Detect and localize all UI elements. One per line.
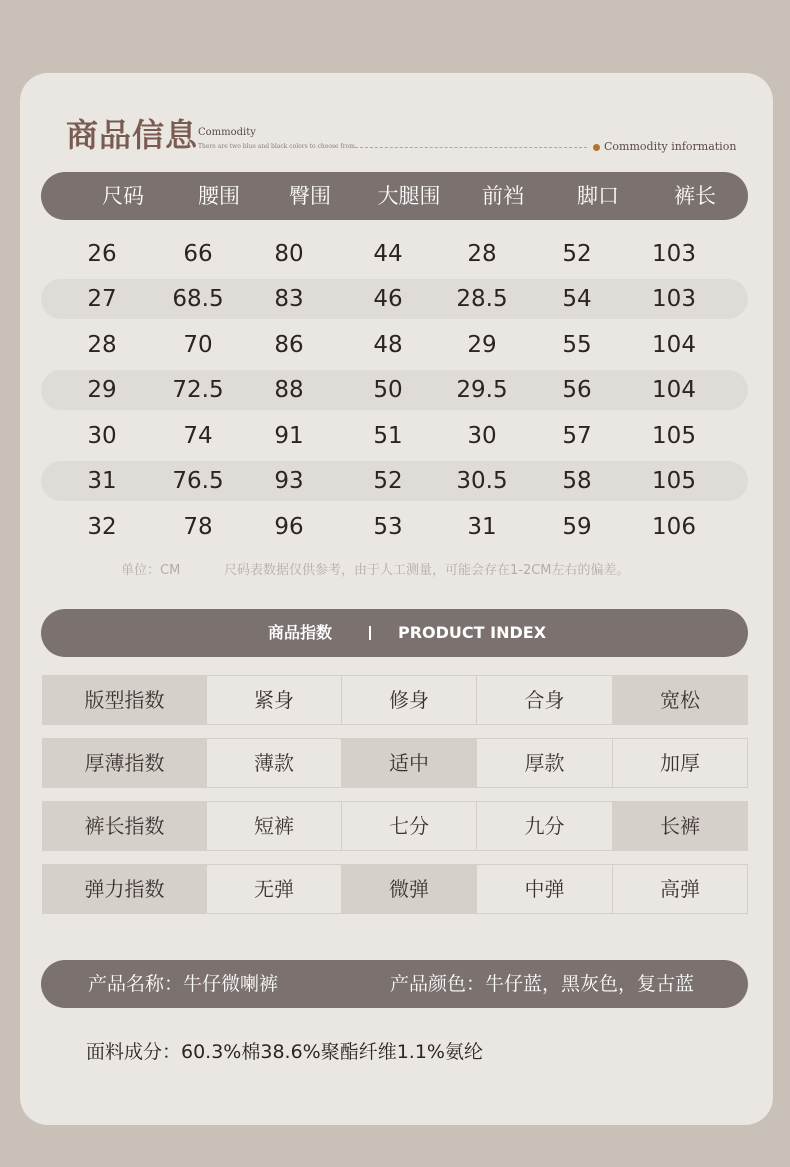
table-cell: 28 — [467, 241, 497, 267]
header-separator — [369, 626, 371, 640]
table-cell: 93 — [274, 468, 304, 494]
column-header: 尺码 — [102, 184, 144, 208]
index-option: 合身 — [476, 675, 613, 725]
table-cell: 31 — [467, 514, 497, 540]
table-cell: 80 — [274, 241, 304, 267]
table-cell: 83 — [274, 286, 304, 312]
table-cell: 66 — [183, 241, 213, 267]
table-cell: 29.5 — [456, 377, 508, 403]
table-cell: 105 — [652, 423, 696, 449]
table-cell: 103 — [652, 286, 696, 312]
table-cell: 44 — [373, 241, 403, 267]
column-header: 大腿围 — [377, 184, 441, 208]
index-option: 修身 — [341, 675, 477, 725]
index-option: 无弹 — [206, 864, 342, 914]
table-cell: 54 — [562, 286, 592, 312]
size-table-header — [41, 172, 748, 220]
table-cell: 58 — [562, 468, 592, 494]
table-cell: 46 — [373, 286, 403, 312]
table-cell: 31 — [87, 468, 117, 494]
index-option: 短裤 — [206, 801, 342, 851]
index-option-selected: 微弹 — [341, 864, 477, 914]
table-cell: 53 — [373, 514, 403, 540]
index-title-en: PRODUCT INDEX — [398, 623, 547, 642]
table-cell: 48 — [373, 332, 403, 358]
index-header — [41, 609, 748, 657]
table-cell: 104 — [652, 377, 696, 403]
table-cell: 29 — [467, 332, 497, 358]
table-cell: 68.5 — [172, 286, 224, 312]
table-cell: 26 — [87, 241, 117, 267]
index-row-fit — [42, 675, 748, 725]
table-cell: 105 — [652, 468, 696, 494]
table-cell: 52 — [373, 468, 403, 494]
index-option: 薄款 — [206, 738, 342, 788]
index-label: 弹力指数 — [42, 864, 207, 914]
product-info-bar — [41, 960, 748, 1008]
table-cell: 91 — [274, 423, 304, 449]
unit-note: 单位：CM — [121, 563, 181, 578]
product-name: 产品名称：牛仔微喇裤 — [88, 973, 279, 995]
table-cell: 28.5 — [456, 286, 508, 312]
index-row-stretch — [42, 864, 748, 914]
column-header: 前裆 — [482, 184, 524, 208]
section-title: 商品信息 — [66, 116, 199, 154]
fabric-composition: 面料成分：60.3%棉38.6%聚酯纤维1.1%氨纶 — [86, 1041, 483, 1063]
table-cell: 106 — [652, 514, 696, 540]
info-card — [20, 73, 773, 1125]
table-cell: 51 — [373, 423, 403, 449]
table-cell: 27 — [87, 286, 117, 312]
index-option: 紧身 — [206, 675, 342, 725]
table-cell: 70 — [183, 332, 213, 358]
table-cell: 52 — [562, 241, 592, 267]
index-option: 九分 — [476, 801, 613, 851]
table-cell: 78 — [183, 514, 213, 540]
table-cell: 88 — [274, 377, 304, 403]
index-option-selected: 宽松 — [612, 675, 748, 725]
table-cell: 56 — [562, 377, 592, 403]
table-cell: 72.5 — [172, 377, 224, 403]
table-cell: 30 — [87, 423, 117, 449]
column-header: 腰围 — [198, 184, 240, 208]
table-cell: 57 — [562, 423, 592, 449]
index-option: 中弹 — [476, 864, 613, 914]
table-cell: 32 — [87, 514, 117, 540]
index-option-selected: 适中 — [341, 738, 477, 788]
index-title-cn: 商品指数 — [268, 623, 333, 642]
table-cell: 104 — [652, 332, 696, 358]
table-cell: 30 — [467, 423, 497, 449]
table-cell: 103 — [652, 241, 696, 267]
dot-icon — [593, 144, 600, 151]
table-cell: 50 — [373, 377, 403, 403]
column-header: 脚口 — [577, 184, 619, 208]
index-option: 高弹 — [612, 864, 748, 914]
table-cell: 55 — [562, 332, 592, 358]
column-header: 臀围 — [289, 184, 331, 208]
index-label: 裤长指数 — [42, 801, 207, 851]
index-row-thickness — [42, 738, 748, 788]
size-disclaimer: 尺码表数据仅供参考，由于人工测量，可能会存在1-2CM左右的偏差。 — [224, 563, 630, 578]
header-divider — [355, 147, 587, 148]
index-option: 加厚 — [612, 738, 748, 788]
table-cell: 28 — [87, 332, 117, 358]
index-option: 七分 — [341, 801, 477, 851]
table-cell: 29 — [87, 377, 117, 403]
table-cell: 76.5 — [172, 468, 224, 494]
product-colors: 产品颜色：牛仔蓝，黑灰色，复古蓝 — [390, 973, 695, 995]
index-row-length — [42, 801, 748, 851]
table-cell: 74 — [183, 423, 213, 449]
table-cell: 59 — [562, 514, 592, 540]
table-cell: 96 — [274, 514, 304, 540]
index-label: 厚薄指数 — [42, 738, 207, 788]
section-subtitle: There are two blue and black colors to choose from — [198, 143, 355, 150]
index-option-selected: 长裤 — [612, 801, 748, 851]
table-cell: 86 — [274, 332, 304, 358]
section-title-en: Commodity — [198, 127, 256, 138]
table-cell: 30.5 — [456, 468, 508, 494]
section-right-label: Commodity information — [604, 140, 737, 153]
index-label: 版型指数 — [42, 675, 207, 725]
column-header: 裤长 — [674, 184, 716, 208]
index-option: 厚款 — [476, 738, 613, 788]
